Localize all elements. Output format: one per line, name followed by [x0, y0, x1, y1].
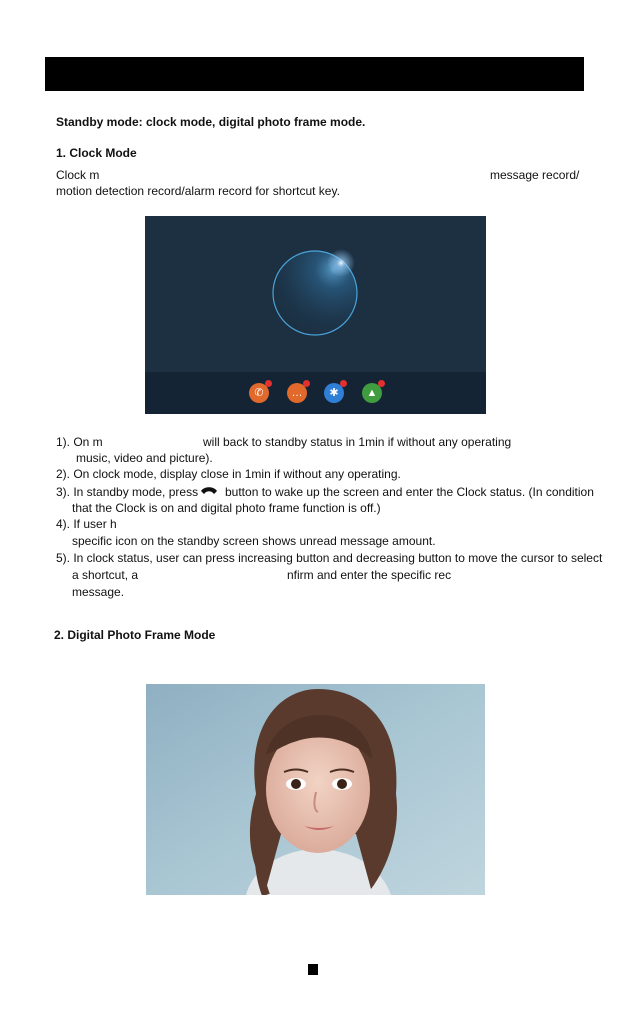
item-3-end: button to wake up the screen and enter the Clock status. (In condition: [225, 485, 594, 499]
clock-intro-end: message record/: [490, 168, 580, 182]
item-2: 2). On clock mode, display close in 1min if without any operating.: [56, 467, 401, 481]
clock-intro-start: Clock m: [56, 168, 100, 182]
item-5-line2-end: nfirm and enter the specific rec: [287, 568, 452, 582]
standby-heading: Standby mode: clock mode, digital photo frame mode.: [56, 115, 366, 129]
shortcut-bar: [145, 372, 486, 414]
clock-mode-title: 1. Clock Mode: [56, 146, 137, 160]
motion-detection-icon[interactable]: ✱: [324, 383, 344, 403]
alarm-icon[interactable]: ▲: [362, 383, 382, 403]
clock-globe: [145, 216, 486, 372]
photo-frame-image: [146, 684, 485, 895]
missed-call-icon[interactable]: ✆: [249, 383, 269, 403]
item-1-start: 1). On m: [56, 435, 103, 449]
item-4-start: 4). If user h: [56, 517, 117, 531]
page-marker: [308, 964, 318, 975]
item-5-line3: message.: [72, 585, 125, 599]
item-5-line1: 5). In clock status, user can press increasing button and decreasing button to move the cursor to select: [56, 551, 603, 565]
item-3-start: 3). In standby mode, press: [56, 485, 199, 499]
item-3-line2: that the Clock is on and digital photo frame function is off.): [72, 501, 381, 515]
item-1-end: will back to standby status in 1min if without any operating: [203, 435, 512, 449]
photo-frame-title: 2. Digital Photo Frame Mode: [54, 628, 216, 642]
item-4-line2: specific icon on the standby screen shows unread message amount.: [72, 534, 436, 548]
item-1-line2: music, video and picture).: [76, 451, 213, 465]
clock-mode-screen-image: [145, 216, 486, 414]
portrait-photo: [146, 684, 485, 895]
message-icon[interactable]: …: [287, 383, 307, 403]
handset-icon: [199, 484, 219, 498]
header-bar: [45, 57, 584, 91]
clock-intro-line2: motion detection record/alarm record for shortcut key.: [56, 184, 340, 198]
item-5-line2-start: a shortcut, a: [72, 568, 139, 582]
